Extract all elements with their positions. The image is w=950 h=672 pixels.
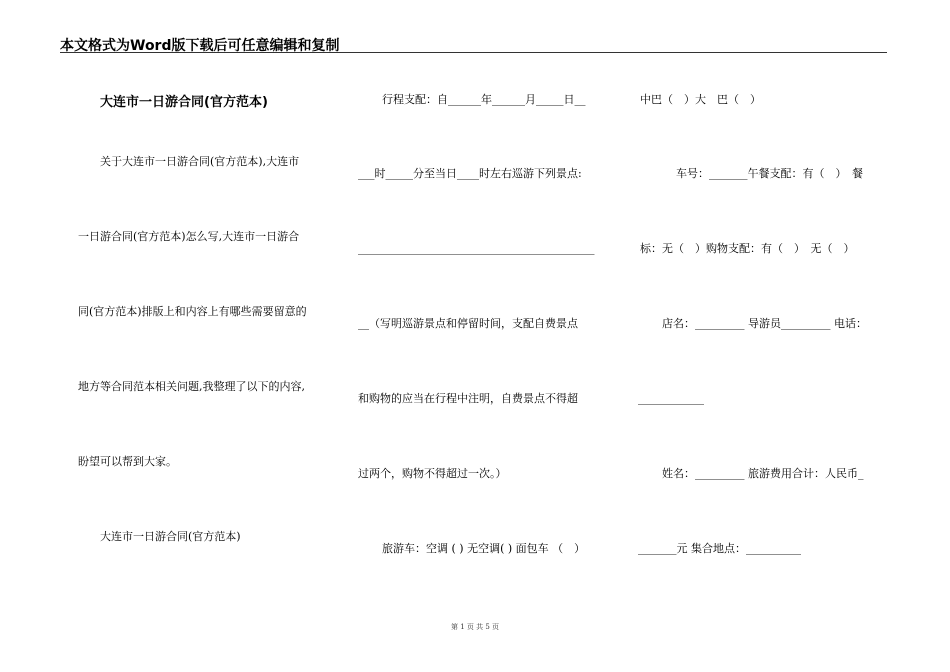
column1-line-5: 盼望可以帮到大家。 [78,455,177,468]
column1-line-6: 大连市一日游合同(官方范本) [100,530,241,543]
column2-line-2: ___时_____分至当日____时左右巡游下列景点: [358,167,582,180]
column1-line-2: 一日游合同(官方范本)怎么写,大连市一日游合 [78,230,300,243]
column2-line-6: 过两个，购物不得超过一次。） [358,467,507,480]
document-title: 大连市一日游合同(官方范本) [100,95,268,110]
column1-line-4: 地方等合同范本相关问题,我整理了以下的内容, [78,380,305,393]
column3-line-5: ____________ [638,392,704,405]
column3-line-1: 中巴（ ）大 巴（ ） [640,93,761,106]
column3-line-2: 车号：_______午餐支配：有（ ） 餐 [676,167,863,180]
column3-line-7: _______元 集合地点：__________ [638,542,801,555]
document-header-title: 本文格式为Word版下载后可任意编辑和复制 [60,38,340,54]
column2-line-7: 旅游车：空调 ( ) 无空调( ) 面包车 （ ） [382,542,586,555]
column2-line-5: 和购物的应当在行程中注明，自费景点不得超 [358,392,578,405]
column2-line-3: ___________________________________________ [358,242,595,255]
column1-line-1: 关于大连市一日游合同(官方范本),大连市 [100,155,300,168]
column3-line-4: 店名：_________ 导游员_________ 电话： [662,317,867,330]
column1-line-3: 同(官方范本)排版上和内容上有哪些需要留意的 [78,305,307,318]
column2-line-4: __（写明巡游景点和停留时间，支配自费景点 [358,317,578,330]
column3-line-3: 标：无（ ）购物支配：有（ ） 无（ ） [640,242,855,255]
page-number-footer: 第 1 页 共 5 页 [450,623,500,631]
column2-line-1: 行程支配：自______年______月_____日__ [382,93,586,106]
column3-line-6: 姓名：_________ 旅游费用合计：人民币_ [662,467,864,480]
header-divider [60,52,887,53]
